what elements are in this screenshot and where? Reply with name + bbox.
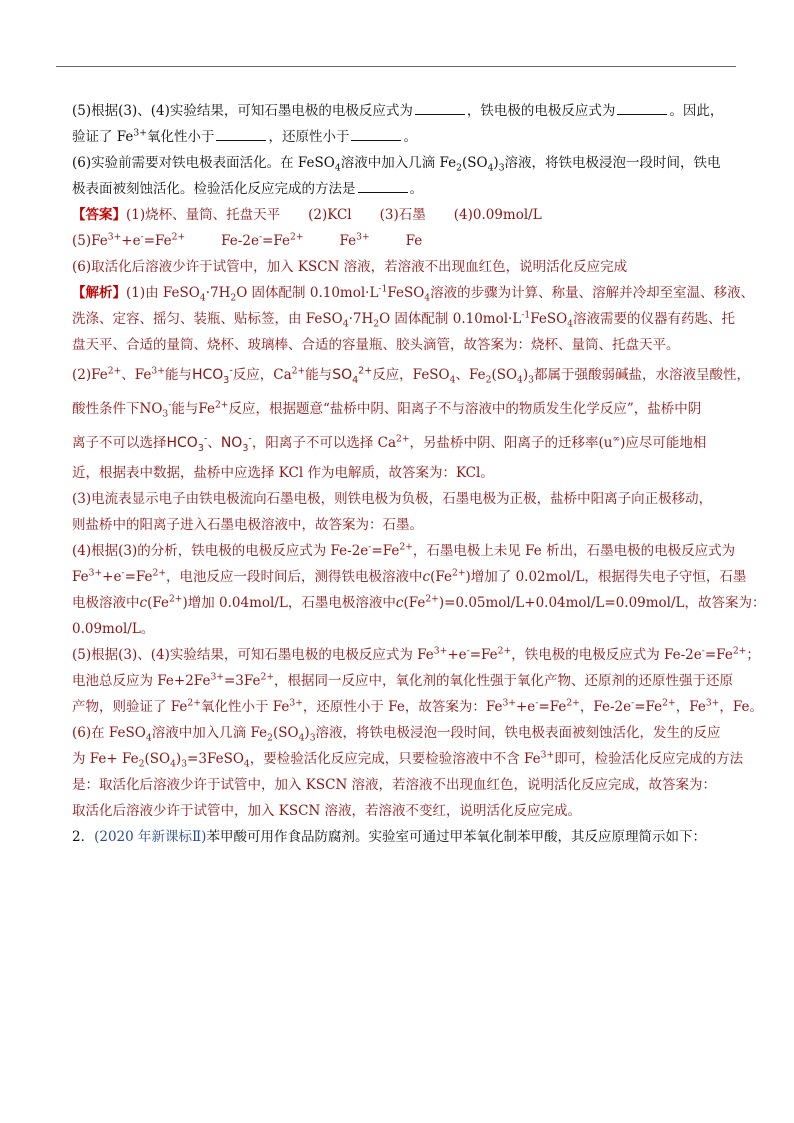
q6-line1: (6)实验前需要对铁电极表面活化。在 FeSO$_4$溶液中加入几滴 $Fe_2(SO_4)_3$溶液，将铁电极浸泡一段时间，铁电 — [72, 155, 721, 174]
analysis-p5-l1: (5)根据(3)、(4)实验结果，可知石墨电极的电极反应式为 $Fe^{3+}+e^-=Fe^{2+}$，铁电极的电极反应式为 $Fe-2e^-=Fe^{2+}$； — [72, 645, 760, 663]
analysis-p1-l1: 【解析】(1)由 $FeSO_4\cdot 7H_2O$ 固体配制 $0.10mol\cdot L^{-1}FeSO_4$溶液的步骤为计算、称量、溶解并冷却至室温、移液、 — [72, 283, 755, 304]
analysis-p1-l2: 洗涤、定容、摇匀、装瓶、贴标签，由 $FeSO_4\cdot 7H_2O$ 固体配制 $0.10mol\cdot L^{-1}FeSO_4$溶液需要的仪器有药匙、托 — [72, 309, 736, 330]
analysis-p4-l2: $Fe^{3+}+e^-=Fe^{2+}$，电池反应一段时间后，测得铁电极溶液中$c(Fe^{2+})$增加了 0.02mol/L，根据得失电子守恒，石墨 — [72, 567, 747, 585]
question-source: (2020 年新课标Ⅱ) — [94, 829, 207, 845]
answer-blank[interactable] — [351, 128, 401, 141]
analysis-p5-l2: 电池总反应为 $Fe+2Fe^{3+}=3Fe^{2+}$，根据同一反应中，氧化剂的氧化性强于氧化产物、还原剂的还原性强于还原 — [72, 671, 734, 689]
answer-tag: 【答案】 — [72, 207, 126, 223]
answer-blank[interactable] — [415, 102, 465, 115]
answer-blank[interactable] — [216, 128, 266, 141]
analysis-p6-l2: 为 $Fe+ Fe_2(SO_4)_3=3FeSO_4$，要检验活化反应完成，只要检验溶液中不含 $Fe^{3+}$即可，检验活化反应完成的方法 — [72, 749, 744, 770]
analysis-tag: 【解析】 — [72, 285, 126, 301]
q5-line2: 验证了 $Fe^{3+}$氧化性小于 ，还原性小于 。 — [72, 127, 417, 145]
analysis-p5-l3: 产物，则验证了 $Fe^{2+}$氧化性小于 $Fe^{3+}$，还原性小于 Fe，故答案为：$Fe^{3+}+e^-=Fe^{2+}$，$Fe-2e^-=Fe^{2+}$，$Fe^{3+}$，Fe。 — [72, 697, 763, 715]
no3-ion: $NO_3^-$ — [139, 399, 172, 420]
analysis-p2-l2: 酸性条件下$NO_3^-$能与$Fe^{2+}$反应，根据题意“盐桥中阴、阳离子不与溶液中的物质发生化学反应”，盐桥中阴 — [72, 399, 702, 420]
analysis-p6-l4: 取活化后溶液少许于试管中，加入 KSCN 溶液，若溶液不变红，说明活化反应完成。 — [72, 803, 582, 819]
answer-line2: $(5)Fe^{3+}+e^-=Fe^{2+}$ $Fe-2e^-=Fe^{2+}$ $Fe^{3+}$ Fe — [72, 231, 423, 249]
q6-line2: 极表面被刻蚀活化。检验活化反应完成的方法是 。 — [72, 181, 423, 197]
analysis-p1-l3: 盘天平、合适的量筒、烧杯、玻璃棒、合适的容量瓶、胶头滴管，故答案为：烧杯、量筒、托盘天平。 — [72, 337, 680, 353]
so4-ion: $SO_4^{2+}$ — [332, 365, 373, 386]
content — [72, 98, 766, 850]
analysis-p2-l4: 近，根据表中数据，盐桥中应选择 KCl 作为电解质，故答案为：KCl。 — [72, 465, 494, 481]
analysis-p4-l3: 电极溶液中$c(Fe^{2+})$增加 0.04mol/L，石墨电极溶液中$c(Fe^{2+})=0.05mol/L+0.04mol/L=0.09mol/L$，故答案为： — [72, 593, 766, 611]
analysis-p3-l1: (3)电流表显示电子由铁电极流向石墨电极，则铁电极为负极，石墨电极为正极，盐桥中阳离子向正极移动， — [72, 491, 713, 507]
answer-line3: (6)取活化后溶液少许于试管中，加入 KSCN 溶液，若溶液不出现血红色，说明活化反应完成 — [72, 259, 628, 275]
q5-line1: (5)根据(3)、(4)实验结果，可知石墨电极的电极反应式为 ，铁电极的电极反应式为 。因此， — [72, 103, 724, 119]
next-question: 2．(2020 年新课标Ⅱ)苯甲酸可用作食品防腐剂。实验室可通过甲苯氧化制苯甲酸，其反应原理简示如下： — [72, 829, 706, 845]
answer-line1: 【答案】(1)烧杯、量筒、托盘天平 (2)KCl (3)石墨 (4)0.09mol/L — [72, 207, 542, 223]
answer-blank[interactable] — [358, 180, 408, 193]
analysis-p6-l3: 是：取活化后溶液少许于试管中，加入 KSCN 溶液，若溶液不出现血红色，说明活化反应完成，故答案为： — [72, 777, 717, 793]
analysis-p6-l1: (6)在 FeSO$_4$溶液中加入几滴 $Fe_2(SO_4)_3$溶液，将铁电极浸泡一段时间，铁电极表面被刻蚀活化，发生的反应 — [72, 725, 721, 744]
analysis-p2-l3: 离子不可以选择$HCO_3^-$、$NO_3^-$，阳离子不可以选择 $Ca^{2+}$，另盐桥中阴、阳离子的迁移率(u∞)应尽可能地相 — [72, 433, 707, 454]
analysis-p4-l1: (4)根据(3)的分析，铁电极的电极反应式为 $Fe-2e^-=Fe^{2+}$，石墨电极上未见 Fe 析出，石墨电极的电极反应式为 — [72, 541, 736, 559]
analysis-p3-l2: 则盐桥中的阳离子进入石墨电极溶液中，故答案为：石墨。 — [72, 517, 423, 533]
hco3-ion: $HCO_3^-$ — [166, 433, 208, 454]
analysis-p4-l4: 0.09mol/L。 — [72, 621, 155, 637]
no3-ion: $NO_3^-$ — [220, 433, 252, 454]
analysis-p2-l1: $(2)Fe^{2+}$、$Fe^{3+}$能与$HCO_3^-$反应，$Ca^{2+}$能与$SO_4^{2+}$反应，FeSO$_4$、$Fe_2(SO_4)_3$都属于强酸弱碱盐，水溶液呈酸性， — [72, 365, 750, 386]
answer-blank[interactable] — [617, 102, 667, 115]
header-rule — [56, 66, 736, 67]
hco3-ion: $HCO_3^-$ — [191, 365, 233, 386]
